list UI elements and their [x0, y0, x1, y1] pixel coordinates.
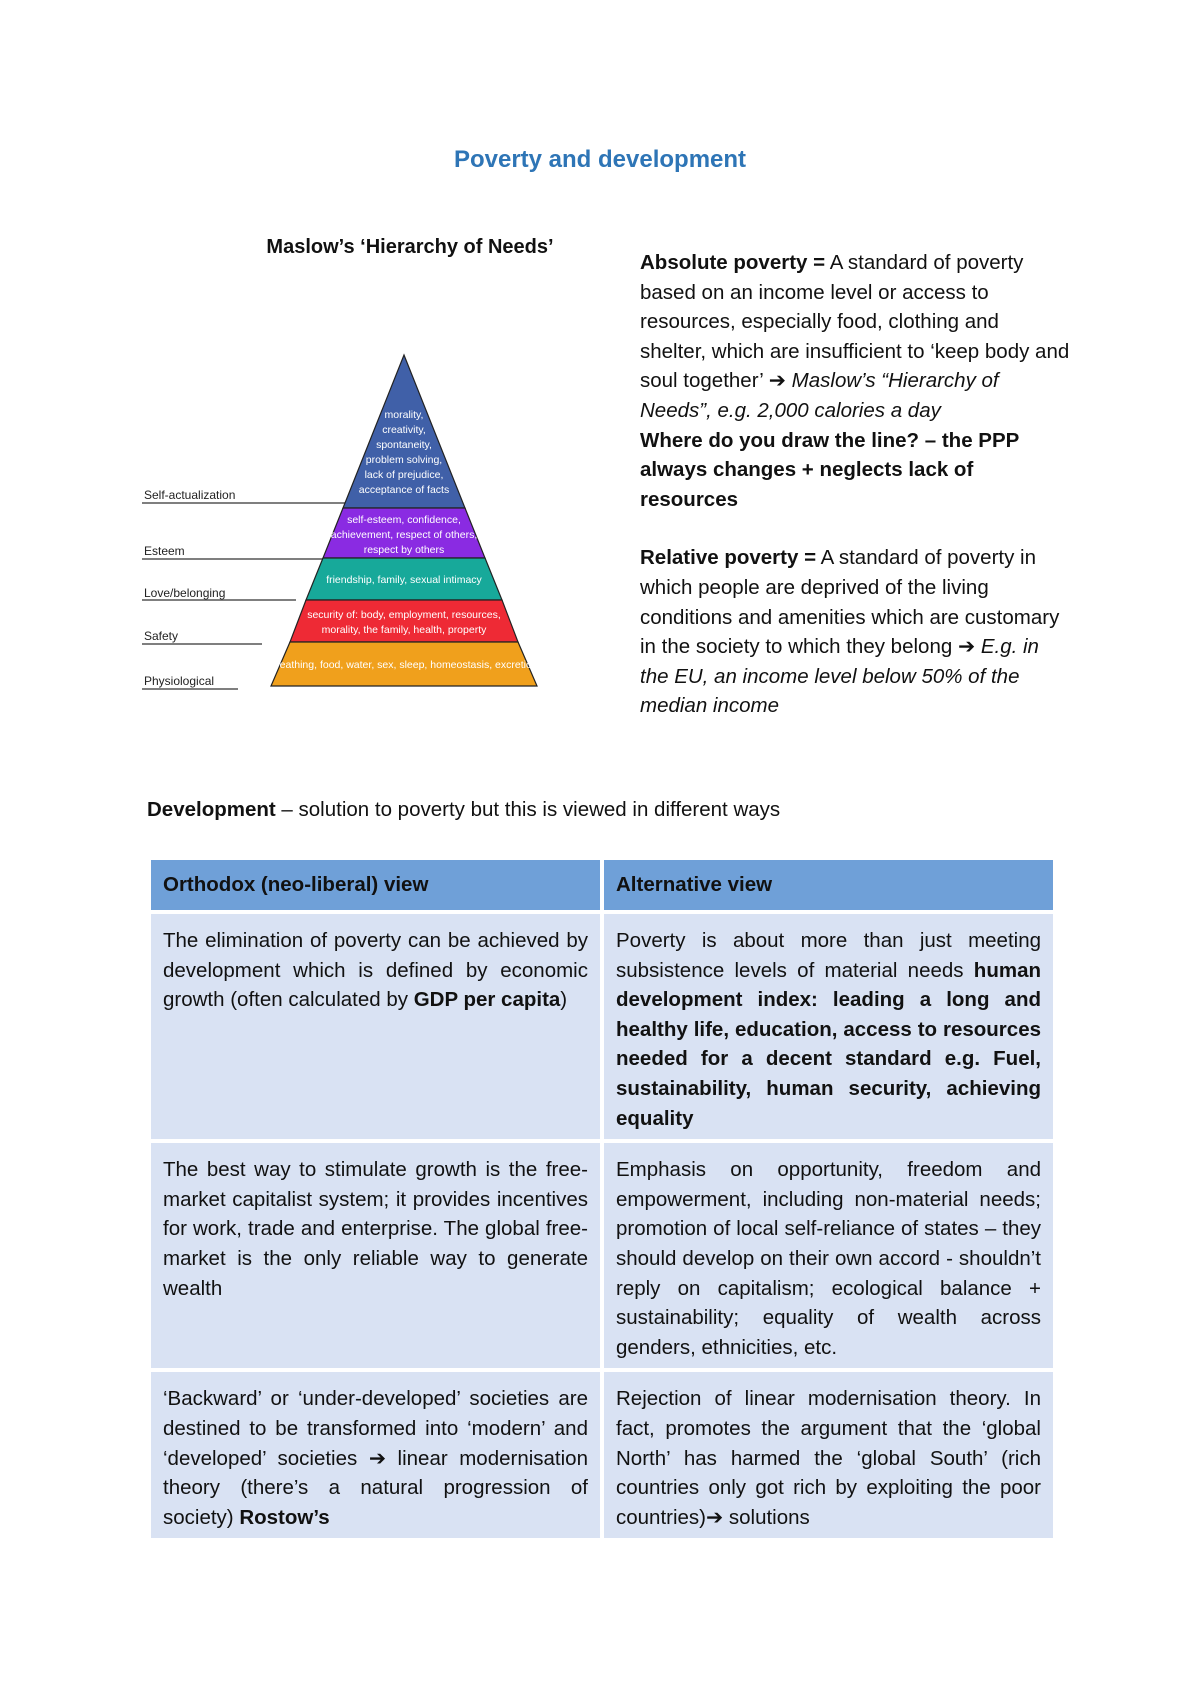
development-term: Development [147, 798, 276, 821]
views-table [147, 856, 1057, 1542]
maslow-heading: Maslow’s ‘Hierarchy of Needs’ [266, 236, 554, 258]
label-love-belonging: Love/belonging [144, 586, 226, 600]
alternative-cell-2: Emphasis on opportunity, freedom and empowerment, including non-material needs; promotion of local self-reliance of states – they should develop on their own accord - shouldn’t reply on capitalism; ecological balance + sustainability; equality of wealth across genders, ethnicities, etc. [604, 1143, 1053, 1368]
relative-poverty [640, 543, 1070, 721]
sa-line-5: lack of prejudice, [364, 469, 444, 481]
header-orthodox: Orthodox (neo-liberal) view [151, 860, 600, 910]
orthodox-cell-2: The best way to stimulate growth is the free-market capitalist system; it provides incentives for work, trade and enterprise. The global free-market is the only reliable way to generate wealth [151, 1143, 600, 1368]
table-row [151, 914, 1053, 1139]
arrow-icon: ➔ [768, 369, 786, 393]
table-row [151, 1143, 1053, 1368]
development-heading [147, 798, 780, 822]
poverty-definitions [640, 248, 1070, 721]
table-row [151, 1372, 1053, 1538]
table-header-row [151, 860, 1053, 910]
absolute-definition: A standard of poverty based on an income level or access to resources, especially food, clothing and shelter, which are insufficient to ‘keep body and soul together’ [640, 251, 1070, 393]
label-safety: Safety [144, 629, 179, 643]
label-esteem: Esteem [144, 544, 185, 558]
orthodox-cell-1: The elimination of poverty can be achieved by development which is defined by economic growth (often calculated by GDP per capita) [151, 914, 600, 1139]
relative-definition: A standard of poverty in which people are deprived of the living conditions and amenities which are customary in the society to which they belong [640, 546, 1060, 659]
relative-example: E.g. in the EU, an income level below 50% of the median income [640, 635, 1039, 718]
label-physiological: Physiological [144, 674, 215, 688]
maslow-pyramid [138, 348, 578, 698]
esteem-line-3: respect by others [363, 544, 445, 556]
sa-line-2: creativity, [382, 424, 426, 436]
absolute-poverty [640, 248, 1070, 426]
sa-line-6: acceptance of facts [358, 484, 450, 496]
sa-line-1: morality, [384, 409, 424, 421]
esteem-line-1: self-esteem, confidence, [347, 514, 461, 526]
safety-line-2: morality, the family, health, property [321, 624, 487, 636]
absolute-note: Where do you draw the line? – the PPP always changes + neglects lack of resources [640, 428, 1019, 511]
safety-line-1: security of: body, employment, resources, [307, 609, 501, 621]
alternative-cell-3: Rejection of linear modernisation theory. In fact, promotes the argument that the ‘global North’ has harmed the ‘global South’ (rich countries only got rich by exploiting the poor countries)➔ solutions [604, 1372, 1053, 1538]
header-alternative: Alternative view [604, 860, 1053, 910]
love-line-1: friendship, family, sexual intimacy [326, 574, 482, 586]
orthodox-cell-3: ‘Backward’ or ‘under-developed’ societies are destined to be transformed into ‘modern’ and ‘developed’ societies ➔ linear modernisation theory (there’s a natural progression of society) Rostow’s [151, 1372, 600, 1538]
sa-line-3: spontaneity, [376, 439, 432, 451]
phys-line-1: breathing, food, water, sex, sleep, homeostasis, excretion [270, 659, 538, 671]
sa-line-4: problem solving, [365, 454, 443, 466]
arrow-icon: ➔ [957, 635, 976, 659]
esteem-line-2: achievement, respect of others, [330, 529, 478, 541]
alternative-cell-1: Poverty is about more than just meeting subsistence levels of material needs human development index: leading a long and healthy life, education, access to resources needed for a decent standard e.g. Fuel, sustainability, human security, achieving equality [604, 914, 1053, 1139]
relative-term: Relative poverty = [640, 546, 817, 570]
absolute-term: Absolute poverty = [640, 251, 826, 274]
development-text: – solution to poverty but this is viewed in different ways [275, 798, 781, 821]
absolute-example: Maslow’s “Hierarchy of Needs”, e.g. 2,000 calories a day [640, 369, 999, 422]
page-title: Poverty and development [453, 146, 747, 173]
label-self-actualization: Self-actualization [144, 488, 236, 502]
